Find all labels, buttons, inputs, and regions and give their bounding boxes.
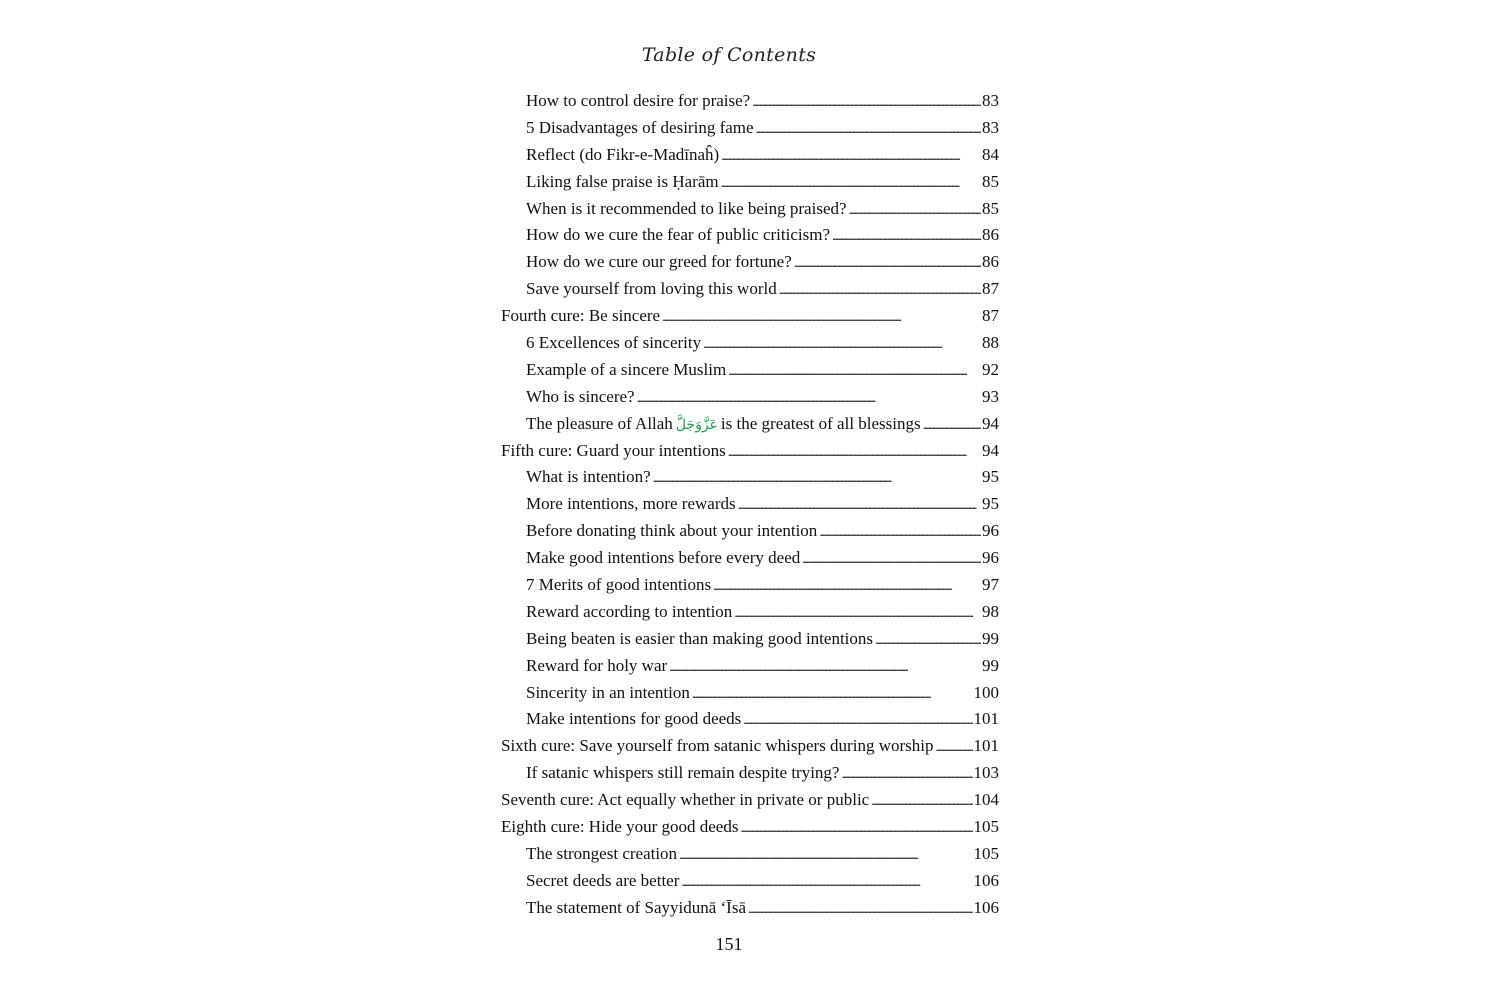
toc-section-entry <box>501 760 999 787</box>
toc-section-entry <box>501 222 999 249</box>
dot-leader <box>728 357 981 385</box>
toc-entry-title <box>526 169 719 196</box>
toc-entry-page-number: 106 <box>973 897 999 917</box>
toc-entry-title-text: More intentions, more rewards <box>526 494 736 514</box>
dot-leader <box>637 384 981 412</box>
toc-entry-title <box>526 518 817 545</box>
running-header: Table of Contents <box>641 44 817 66</box>
toc-entry-page-number: 84 <box>982 144 999 164</box>
toc-entry-title <box>501 438 726 465</box>
dot-leader <box>779 276 981 304</box>
toc-section-entry <box>501 330 999 357</box>
dot-leader <box>692 680 973 708</box>
toc-entry-title <box>526 330 701 357</box>
toc-entry-title <box>526 142 719 169</box>
toc-entry-title <box>526 653 667 680</box>
dot-leader <box>679 841 972 869</box>
toc-entry-title <box>526 464 651 491</box>
toc-entry-title <box>526 276 777 303</box>
toc-section-entry <box>501 276 999 303</box>
toc-section-entry <box>501 142 999 169</box>
dot-leader <box>713 572 981 600</box>
toc-section-entry <box>501 411 999 438</box>
dot-leader <box>756 115 981 143</box>
toc-section-entry <box>501 464 999 491</box>
toc-entry-page-number: 99 <box>982 628 999 648</box>
toc-entry-title-text: Make good intentions before every deed <box>526 548 801 568</box>
toc-entry-title-text: How to control desire for praise? <box>526 91 751 110</box>
toc-entry-page-number: 105 <box>973 817 999 837</box>
toc-entry-title <box>526 545 800 572</box>
dot-leader <box>738 491 981 519</box>
toc-entry-title <box>526 249 792 276</box>
toc-entry-page-number: 95 <box>982 467 999 487</box>
toc-section-entry <box>501 653 999 680</box>
toc-entry-title-text: Make intentions for good deeds <box>526 709 742 729</box>
toc-entry-title-continued: is the greatest of all blessings <box>720 413 921 433</box>
toc-entry-page-number: 87 <box>982 279 999 299</box>
toc-entry-title <box>526 115 754 142</box>
toc-entry-title-text: 6 Excellences of sincerity <box>526 333 702 353</box>
dot-leader <box>923 411 981 439</box>
toc-section-entry <box>501 249 999 276</box>
toc-entry-title <box>526 384 635 411</box>
toc-entry-page-number: 103 <box>973 763 999 783</box>
toc-section-entry <box>501 169 999 196</box>
toc-section-entry <box>501 357 999 384</box>
dot-leader <box>849 196 981 224</box>
toc-entry-title-text: 5 Disadvantages of desiring fame <box>526 117 754 137</box>
toc-entry-title <box>501 814 738 841</box>
toc-entry-page-number: 94 <box>982 440 999 460</box>
toc-entry-title <box>526 491 736 518</box>
toc-section-entry <box>501 88 999 115</box>
toc-entry-title-text: Save yourself from loving this world <box>526 279 777 299</box>
toc-entry-title-text: Sincerity in an intention <box>526 682 690 702</box>
toc-section-entry <box>501 545 999 572</box>
toc-entry-page-number: 93 <box>982 386 999 406</box>
toc-section-entry <box>501 572 999 599</box>
toc-chapter-entry <box>501 814 999 841</box>
toc-entry-page-number: 105 <box>973 843 999 863</box>
dot-leader <box>748 895 973 923</box>
dot-leader <box>935 733 972 761</box>
dot-leader <box>752 88 981 116</box>
toc-entry-page-number: 86 <box>982 225 999 245</box>
toc-entry-title-text: The statement of Sayyidunā ‘Īsā <box>526 897 746 917</box>
toc-section-entry <box>501 868 999 895</box>
toc-entry-page-number: 106 <box>973 870 999 890</box>
toc-section-entry <box>501 491 999 518</box>
dot-leader <box>734 599 981 627</box>
toc-entry-title <box>526 196 847 223</box>
toc-entry-title-text: Before donating think about your intention <box>526 521 818 541</box>
toc-entry-title <box>501 303 660 330</box>
dot-leader <box>841 760 972 788</box>
toc-entry-title-text: Reward for holy war <box>526 655 668 675</box>
toc-entry-title-text: If satanic whispers still remain despite trying? <box>526 763 840 783</box>
toc-section-entry <box>501 384 999 411</box>
toc-chapter-entry <box>501 787 999 814</box>
toc-entry-title-text: Reward according to intention <box>526 601 733 621</box>
toc-entry-page-number: 100 <box>973 682 999 702</box>
toc-entry-title-text: Liking false praise is Ḥarām <box>526 171 719 191</box>
toc-entry-title-text: Being beaten is easier than making good intentions <box>526 628 874 648</box>
toc-section-entry <box>501 706 999 733</box>
toc-entry-page-number: 85 <box>982 198 999 218</box>
dot-leader <box>681 868 972 896</box>
dot-leader <box>743 706 972 734</box>
dot-leader <box>653 464 981 492</box>
dot-leader <box>728 438 981 466</box>
dot-leader <box>703 330 981 358</box>
dot-leader <box>721 142 981 170</box>
toc-entry-title-text: How do we cure our greed for fortune? <box>526 252 792 272</box>
toc-section-entry <box>501 518 999 545</box>
toc-section-entry <box>501 841 999 868</box>
toc-entry-title <box>526 868 679 895</box>
toc-section-entry <box>501 196 999 223</box>
toc-entry-title <box>526 706 741 733</box>
toc-chapter-entry <box>501 733 999 760</box>
toc-section-entry <box>501 599 999 626</box>
toc-chapter-entry <box>501 438 999 465</box>
toc-entry-title <box>526 88 750 115</box>
toc-entry-title <box>526 222 830 249</box>
toc-entry-title-text: Example of a sincere Muslim <box>526 359 727 379</box>
dot-leader <box>802 545 981 573</box>
toc-section-entry <box>501 895 999 922</box>
toc-entry-title <box>526 357 726 384</box>
dot-leader <box>721 169 981 197</box>
toc-entry-page-number: 98 <box>982 601 999 621</box>
dot-leader <box>740 814 972 842</box>
toc-entry-title <box>526 599 732 626</box>
toc-entry-title-text: When is it recommended to like being praised? <box>526 198 847 218</box>
toc-entry-title <box>526 411 921 439</box>
toc-chapter-entry <box>501 303 999 330</box>
toc-entry-title <box>526 626 873 653</box>
toc-entry-title-text: Reflect (do Fikr-e-Madīnaĥ) <box>526 144 720 164</box>
toc-entry-page-number: 85 <box>982 171 999 191</box>
toc-entry-page-number: 95 <box>982 494 999 514</box>
toc-entry-title <box>501 787 869 814</box>
toc-entry-title-text: Eighth cure: Hide your good deeds <box>501 817 739 837</box>
toc-entry-title <box>526 841 677 868</box>
toc-entry-page-number: 96 <box>982 548 999 568</box>
dot-leader <box>875 626 981 654</box>
toc-entry-title-text: Secret deeds are better <box>526 870 680 890</box>
toc-entry-page-number: 101 <box>973 709 999 729</box>
toc-entry-page-number: 96 <box>982 521 999 541</box>
toc-entry-title-text: Fourth cure: Be sincere <box>501 306 661 326</box>
toc-entry-page-number: 88 <box>982 333 999 353</box>
toc-entry-title-text: Who is sincere? <box>526 386 635 406</box>
toc-entry-page-number: 92 <box>982 359 999 379</box>
toc-entry-page-number: 87 <box>982 306 999 326</box>
toc-entry-title-text: The pleasure of Allah <box>526 413 673 433</box>
toc-entry-title <box>526 760 839 787</box>
dot-leader <box>794 249 981 277</box>
toc-entry-title <box>526 572 711 599</box>
dot-leader <box>832 222 981 250</box>
toc-entry-title-text: Fifth cure: Guard your intentions <box>501 440 726 460</box>
page-number: 151 <box>715 934 743 954</box>
toc-entry-page-number: 83 <box>982 117 999 137</box>
toc-entry-page-number: 86 <box>982 252 999 272</box>
table-of-contents-list <box>501 88 999 922</box>
toc-entry-page-number: 101 <box>973 736 999 756</box>
toc-entry-page-number: 83 <box>982 91 999 110</box>
toc-entry-title <box>526 680 690 707</box>
toc-entry-title-text: Seventh cure: Act equally whether in private or public <box>501 790 870 810</box>
dot-leader <box>871 787 972 815</box>
toc-entry-title-text: Sixth cure: Save yourself from satanic whispers during worship <box>501 736 934 756</box>
dot-leader <box>662 303 981 331</box>
dot-leader <box>819 518 981 546</box>
toc-entry-title-text: How do we cure the fear of public criticism? <box>526 225 830 245</box>
dot-leader <box>669 653 981 681</box>
toc-section-entry <box>501 115 999 142</box>
toc-entry-title-text: What is intention? <box>526 467 651 487</box>
toc-entry-title <box>526 895 746 922</box>
toc-entry-page-number: 104 <box>973 790 999 810</box>
toc-section-entry <box>501 626 999 653</box>
toc-entry-title-text: 7 Merits of good intentions <box>526 575 712 595</box>
toc-entry-page-number: 94 <box>982 413 999 433</box>
toc-entry-title <box>501 733 933 760</box>
honorific-glyph: عَزَّوَجَلَّ <box>675 416 718 433</box>
toc-entry-page-number: 99 <box>982 655 999 675</box>
toc-entry-title-text: The strongest creation <box>526 843 678 863</box>
toc-section-entry <box>501 680 999 707</box>
toc-entry-page-number: 97 <box>982 575 999 595</box>
